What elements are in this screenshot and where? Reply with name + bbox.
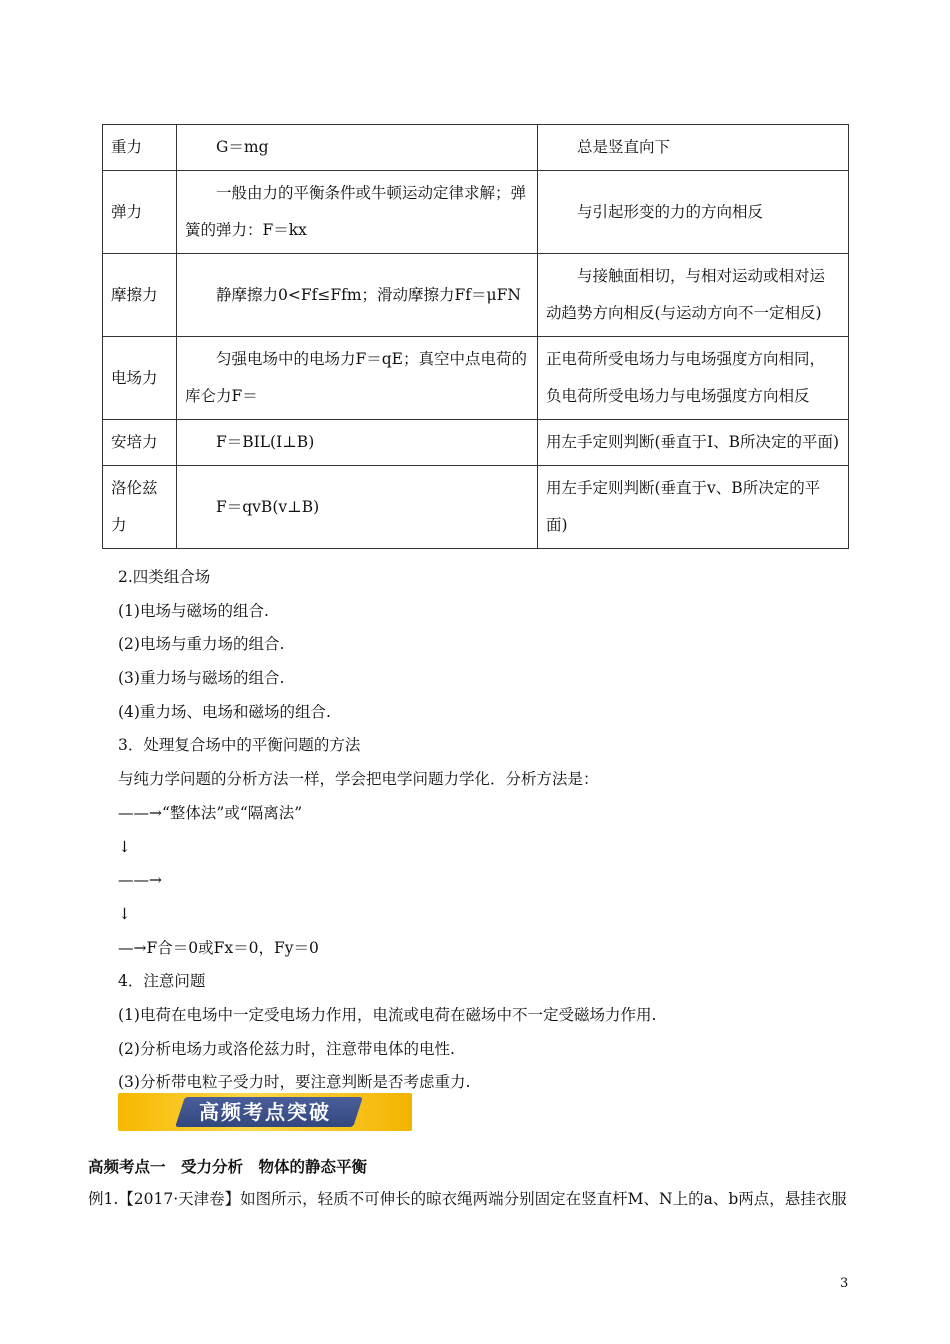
text-line: 4．注意问题 bbox=[118, 972, 206, 991]
text-line: (1)电场与磁场的组合. bbox=[118, 601, 269, 620]
text-line: (1)电荷在电场中一定受电场力作用，电流或电荷在磁场中不一定受磁场力作用. bbox=[118, 1005, 657, 1024]
section-banner bbox=[118, 1093, 412, 1131]
force-direction: 用左手定则判断(垂直于v、B所决定的平面) bbox=[538, 466, 849, 549]
text-line: 3．处理复合场中的平衡问题的方法 bbox=[118, 736, 361, 755]
force-name: 摩擦力 bbox=[103, 254, 177, 337]
table-row bbox=[103, 254, 849, 337]
force-name: 重力 bbox=[103, 125, 177, 171]
force-direction: 用左手定则判断(垂直于I、B所决定的平面) bbox=[538, 420, 849, 466]
text-line: (3)分析带电粒子受力时，要注意判断是否考虑重力. bbox=[118, 1073, 471, 1092]
text-line: (4)重力场、电场和磁场的组合. bbox=[118, 702, 331, 721]
example-text: 例1.【2017·天津卷】如图所示，轻质不可伸长的晾衣绳两端分别固定在竖直杆M、N上的a、b两点，悬挂衣服 bbox=[88, 1190, 847, 1208]
force-name: 电场力 bbox=[103, 337, 177, 420]
section-heading: 高频考点一 受力分析 物体的静态平衡 bbox=[88, 1158, 368, 1176]
text-line: ——→ bbox=[118, 871, 162, 890]
text-line: 2.四类组合场 bbox=[118, 568, 211, 586]
force-name: 弹力 bbox=[103, 171, 177, 254]
force-direction: 与接触面相切，与相对运动或相对运动趋势方向相反(与运动方向不一定相反) bbox=[538, 254, 849, 337]
table-row bbox=[103, 337, 849, 420]
table-row bbox=[103, 171, 849, 254]
force-name: 洛伦兹力 bbox=[103, 466, 177, 549]
force-formula: 一般由力的平衡条件或牛顿运动定律求解；弹簧的弹力：F＝kx bbox=[177, 171, 538, 254]
force-formula: G＝mg bbox=[177, 125, 538, 171]
force-direction: 与引起形变的力的方向相反 bbox=[538, 171, 849, 254]
banner-title: 高频考点突破 bbox=[199, 1100, 331, 1124]
body-text bbox=[118, 561, 858, 1100]
text-line: ——→“整体法”或“隔离法” bbox=[118, 803, 303, 822]
text-line: (3)重力场与磁场的组合. bbox=[118, 669, 285, 688]
text-line: ↓ bbox=[118, 837, 131, 856]
force-direction: 总是竖直向下 bbox=[538, 125, 849, 171]
text-line: 与纯力学问题的分析方法一样，学会把电学问题力学化．分析方法是： bbox=[118, 770, 599, 789]
text-line: (2)电场与重力场的组合. bbox=[118, 635, 285, 654]
table-row bbox=[103, 125, 849, 171]
page-number: 3 bbox=[840, 1276, 849, 1291]
force-formula: 匀强电场中的电场力F＝qE；真空中点电荷的库仑力F＝ bbox=[177, 337, 538, 420]
forces-table bbox=[102, 124, 849, 549]
force-formula: 静摩擦力0<Ff≤Ffm；滑动摩擦力Ff＝μFN bbox=[177, 254, 538, 337]
force-name: 安培力 bbox=[103, 420, 177, 466]
text-line: —→F合＝0或Fx＝0，Fy＝0 bbox=[118, 938, 319, 957]
text-line: (2)分析电场力或洛伦兹力时，注意带电体的电性. bbox=[118, 1039, 455, 1058]
table-row bbox=[103, 420, 849, 466]
table-row bbox=[103, 466, 849, 549]
text-line: ↓ bbox=[118, 904, 131, 923]
force-direction: 正电荷所受电场力与电场强度方向相同，负电荷所受电场力与电场强度方向相反 bbox=[538, 337, 849, 420]
force-formula: F＝qvB(v⊥B) bbox=[177, 466, 538, 549]
force-formula: F＝BIL(I⊥B) bbox=[177, 420, 538, 466]
